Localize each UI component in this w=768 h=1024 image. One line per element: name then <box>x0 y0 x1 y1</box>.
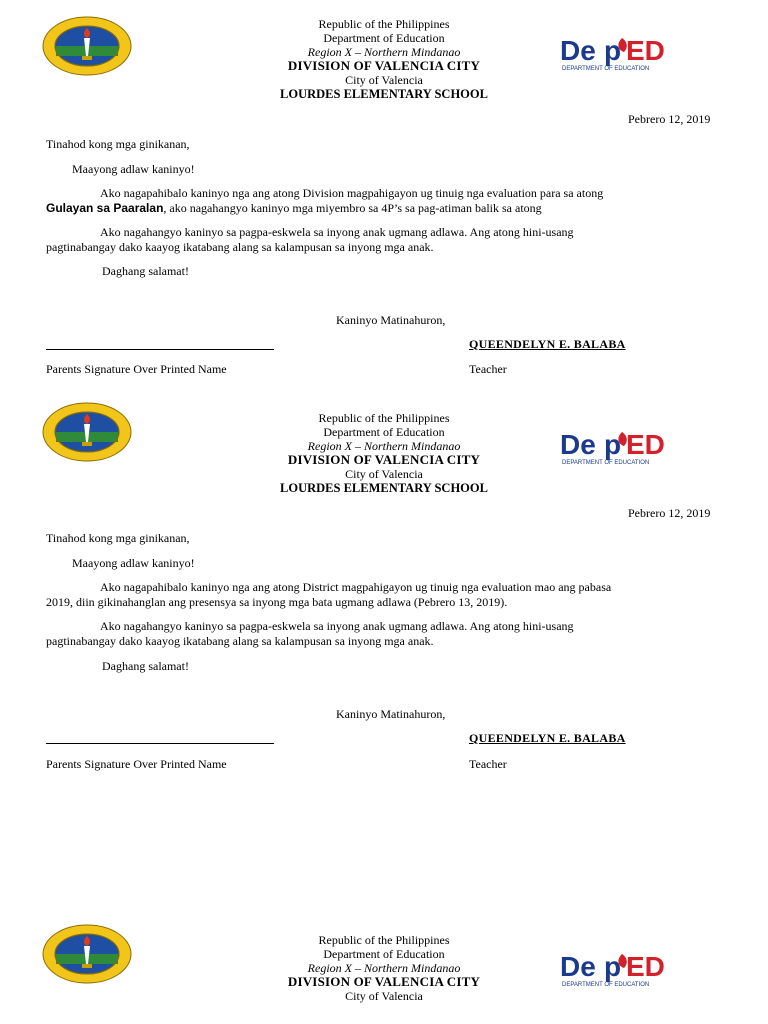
signature-line <box>46 743 274 744</box>
thanks: Daghang salamat! <box>102 264 189 278</box>
signature-line <box>46 349 274 350</box>
paragraph-1 <box>46 186 726 216</box>
republic-line: Republic of the Philippines <box>318 411 450 425</box>
region-line: Region X – Northern Mindanao <box>307 439 461 453</box>
paragraph-1-line-1: Ako nagapahibalo kaninyo nga ang atong Division magpahigayon ug tinuig nga evaluation para sa atong <box>100 186 604 200</box>
city-line: City of Valencia <box>345 989 423 1003</box>
paragraph-2-line-1: Ako nagahangyo kaninyo sa pagpa-eskwela sa inyong anak ugmang adlawa. Ang atong hini-usang <box>100 225 574 239</box>
letterhead <box>184 17 584 101</box>
closing: Kaninyo Matinahuron, <box>336 707 446 721</box>
department-line: Department of Education <box>323 947 445 961</box>
gulayan-bold-text: Gulayan sa Paaralan <box>46 201 164 215</box>
republic-line: Republic of the Philippines <box>318 17 450 31</box>
division-line: DIVISION OF VALENCIA CITY <box>287 58 481 73</box>
department-of-education-seal-icon <box>42 924 132 984</box>
paragraph-2 <box>46 225 726 255</box>
republic-line: Republic of the Philippines <box>318 933 450 947</box>
division-line: DIVISION OF VALENCIA CITY <box>287 974 481 989</box>
region-line: Region X – Northern Mindanao <box>307 961 461 975</box>
division-line: DIVISION OF VALENCIA CITY <box>287 452 481 467</box>
paragraph-1-line-2: 2019, diin gikinahanglan ang presensya sa inyong mga bata ugmang adlawa (Pebrero 13, 2019). <box>46 595 508 609</box>
greeting: Maayong adlaw kaninyo! <box>72 162 195 176</box>
paragraph-2-line-1: Ako nagahangyo kaninyo sa pagpa-eskwela sa inyong anak ugmang adlawa. Ang atong hini-usang <box>100 619 574 633</box>
signature-label: Parents Signature Over Printed Name <box>46 362 227 376</box>
department-of-education-seal-icon <box>42 402 132 462</box>
letterhead <box>184 411 584 495</box>
teacher-name: QUEENDELYN E. BALABA <box>469 337 626 351</box>
school-name: LOURDES ELEMENTARY SCHOOL <box>280 87 488 101</box>
letterhead <box>184 933 584 1003</box>
department-of-education-seal-icon <box>42 16 132 76</box>
paragraph-1-line-1: Ako nagapahibalo kaninyo nga ang atong District magpahigayon ug tinuig nga evaluation mao ang pabasa <box>100 580 612 594</box>
paragraph-2 <box>46 619 726 649</box>
salutation: Tinahod kong mga ginikanan, <box>46 137 190 151</box>
city-line: City of Valencia <box>345 467 423 481</box>
paragraph-2-line-2: pagtinabangay dako kaayog ikatabang alang sa kalampusan sa inyong mga anak. <box>46 634 434 648</box>
signature-label: Parents Signature Over Printed Name <box>46 757 227 771</box>
greeting: Maayong adlaw kaninyo! <box>72 556 195 570</box>
teacher-label: Teacher <box>469 757 507 771</box>
letter-date: Pebrero 12, 2019 <box>628 506 711 520</box>
paragraph-1-line-2: , ako nagahangyo kaninyo mga miyembro sa 4P’s sa pag-atiman balik sa atong <box>163 201 542 215</box>
city-line: City of Valencia <box>345 73 423 87</box>
department-line: Department of Education <box>323 31 445 45</box>
salutation: Tinahod kong mga ginikanan, <box>46 531 190 545</box>
paragraph-1 <box>46 580 726 610</box>
department-line: Department of Education <box>323 425 445 439</box>
closing: Kaninyo Matinahuron, <box>336 313 446 327</box>
letter-date: Pebrero 12, 2019 <box>628 112 711 126</box>
school-name: LOURDES ELEMENTARY SCHOOL <box>280 481 488 495</box>
teacher-label: Teacher <box>469 362 507 376</box>
region-line: Region X – Northern Mindanao <box>307 45 461 59</box>
paragraph-2-line-2: pagtinabangay dako kaayog ikatabang alang sa kalampusan sa inyong mga anak. <box>46 240 434 254</box>
thanks: Daghang salamat! <box>102 659 189 673</box>
teacher-name: QUEENDELYN E. BALABA <box>469 731 626 745</box>
